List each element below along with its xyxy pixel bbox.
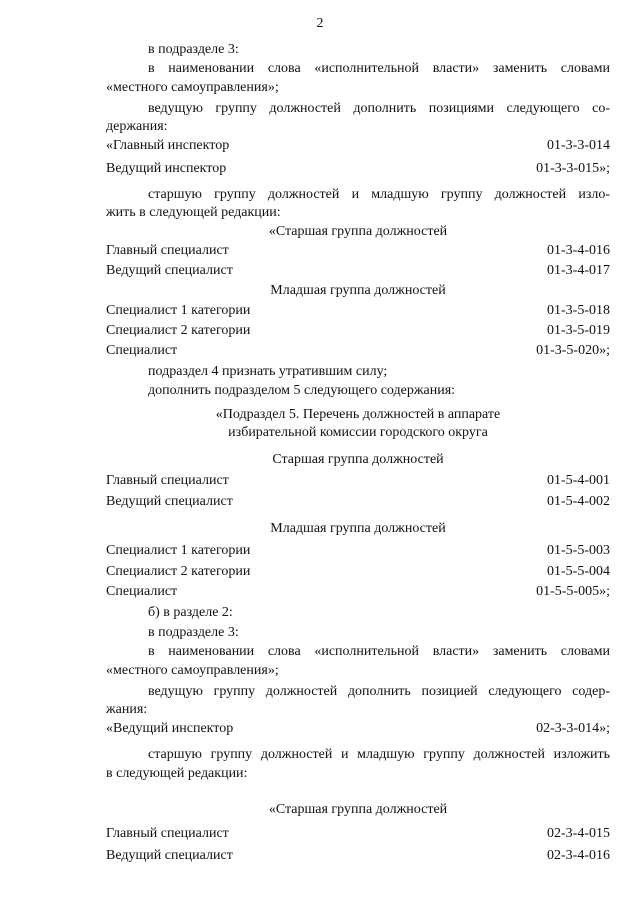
position-code: 01-3-5-020»; <box>536 343 610 358</box>
position-name: Главный специалист <box>106 826 229 841</box>
line-03: «местного самоуправления»; <box>106 80 279 95</box>
line-29: в подразделе 3: <box>148 625 239 640</box>
group-heading: Младшая группа должностей <box>270 283 446 298</box>
position-code: 01-3-4-016 <box>547 243 610 258</box>
position-name: Главный специалист <box>106 243 229 258</box>
group-heading: «Старшая группа должностей <box>268 802 448 817</box>
position-name: «Ведущий инспектор <box>106 721 234 736</box>
position-name: Ведущий специалист <box>106 263 233 278</box>
group-heading: Младшая группа должностей <box>270 521 446 536</box>
subsection-title: «Подраздел 5. Перечень должностей в аппарате <box>215 407 501 422</box>
position-name: Специалист <box>106 584 178 599</box>
line-32: ведущую группу должностей дополнить позицией следующего содер- <box>148 684 610 699</box>
position-name: Специалист 1 категории <box>106 303 251 318</box>
position-name: Специалист <box>106 343 178 358</box>
position-name: Ведущий специалист <box>106 848 233 863</box>
line-33: жания: <box>106 702 148 717</box>
position-code: 01-5-5-005»; <box>536 584 610 599</box>
line-30: в наименовании слова «исполнительной власти» заменить словами <box>148 644 610 659</box>
position-code: 01-5-5-003 <box>547 543 610 558</box>
position-code: 02-3-4-016 <box>547 848 610 863</box>
line-31: «местного самоуправления»; <box>106 663 279 678</box>
line-36: в следующей редакции: <box>106 766 248 781</box>
position-code: 01-3-3-015»; <box>536 161 610 176</box>
position-code: 01-3-5-018 <box>547 303 610 318</box>
position-code: 01-5-4-001 <box>547 473 610 488</box>
line-09: жить в следующей редакции: <box>106 205 281 220</box>
page-number: 2 <box>316 16 324 31</box>
position-name: Ведущий инспектор <box>106 161 227 176</box>
group-heading: «Старшая группа должностей <box>268 224 448 239</box>
position-name: Специалист 2 категории <box>106 564 251 579</box>
line-05: держания: <box>106 119 168 134</box>
line-18: дополнить подразделом 5 следующего содержания: <box>148 383 456 398</box>
position-code: 02-3-3-014»; <box>536 721 610 736</box>
position-code: 02-3-4-015 <box>547 826 610 841</box>
position-code: 01-3-5-019 <box>547 323 610 338</box>
line-35: старшую группу должностей и младшую группу должностей изложить <box>148 747 610 762</box>
position-name: Ведущий специалист <box>106 494 233 509</box>
position-name: Специалист 2 категории <box>106 323 251 338</box>
position-code: 01-5-5-004 <box>547 564 610 579</box>
line-08: старшую группу должностей и младшую группу должностей изло- <box>148 187 610 202</box>
position-name: Главный специалист <box>106 473 229 488</box>
line-01: в подразделе 3: <box>148 42 239 57</box>
line-02: в наименовании слова «исполнительной власти» заменить словами <box>148 61 610 76</box>
position-name: «Главный инспектор <box>106 138 230 153</box>
line-28: б) в разделе 2: <box>148 605 233 620</box>
line-04: ведущую группу должностей дополнить позициями следующего со- <box>148 101 610 116</box>
subsection-title: избирательной комиссии городского округа <box>228 425 488 440</box>
line-17: подраздел 4 признать утратившим силу; <box>148 364 388 379</box>
position-code: 01-5-4-002 <box>547 494 610 509</box>
group-heading: Старшая группа должностей <box>272 452 444 467</box>
position-code: 01-3-4-017 <box>547 263 610 278</box>
position-name: Специалист 1 категории <box>106 543 251 558</box>
position-code: 01-3-3-014 <box>547 138 610 153</box>
